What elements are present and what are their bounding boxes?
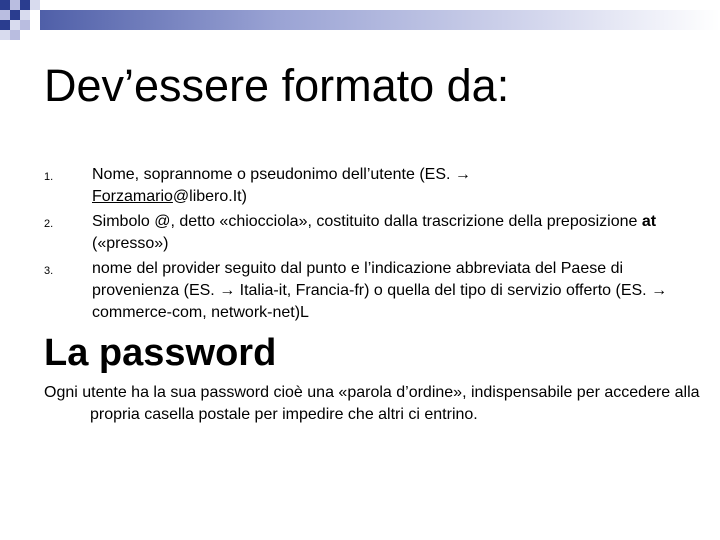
email-domain: @libero.It) bbox=[172, 188, 247, 205]
list-number: 1. bbox=[44, 171, 54, 183]
section-title: La password bbox=[44, 332, 277, 374]
deco-square bbox=[10, 30, 20, 40]
deco-square bbox=[10, 20, 20, 30]
deco-square bbox=[0, 10, 10, 20]
deco-square bbox=[20, 20, 30, 30]
deco-square bbox=[0, 20, 10, 30]
item-text: («presso») bbox=[92, 235, 169, 252]
list-number: 2. bbox=[44, 218, 54, 230]
decorative-header bbox=[0, 0, 720, 40]
item-text: Nome, soprannome o pseudonimo dell’utente (ES. bbox=[92, 166, 451, 183]
list-item bbox=[44, 211, 684, 255]
arrow-right-icon: → bbox=[219, 282, 236, 299]
list-item bbox=[44, 164, 684, 208]
deco-square bbox=[10, 10, 20, 20]
deco-square bbox=[20, 10, 30, 20]
slide-title: Dev’essere formato da: bbox=[44, 60, 510, 111]
arrow-right-icon: → bbox=[651, 282, 668, 299]
format-list bbox=[44, 164, 684, 327]
list-number: 3. bbox=[44, 265, 54, 277]
email-username: Forzamario bbox=[92, 188, 173, 205]
deco-square bbox=[0, 30, 10, 40]
arrow-right-icon: → bbox=[454, 166, 471, 183]
list-item bbox=[44, 258, 684, 324]
item-text: nome del provider seguito dal punto e l’indicazione abbreviata del Paese di provenienza (ES. bbox=[92, 260, 624, 299]
item-text: commerce-com, network-net)L bbox=[92, 304, 309, 321]
item-text: Italia-it, Francia-fr) o quella del tipo di servizio offerto (ES. bbox=[235, 282, 647, 299]
deco-square bbox=[0, 0, 10, 10]
item-bold-text: at bbox=[641, 213, 657, 230]
deco-gradient-band bbox=[40, 10, 720, 30]
deco-square bbox=[30, 0, 40, 10]
deco-square bbox=[10, 0, 20, 10]
deco-square bbox=[20, 0, 30, 10]
item-text: Simbolo @, detto «chiocciola», costituito dalla trascrizione della preposizione bbox=[92, 213, 642, 230]
password-paragraph: Ogni utente ha la sua password cioè una «parola d’ordine», indispensabile per accedere alla propria casella postale per impedire che altri ci entrino. bbox=[44, 384, 700, 423]
